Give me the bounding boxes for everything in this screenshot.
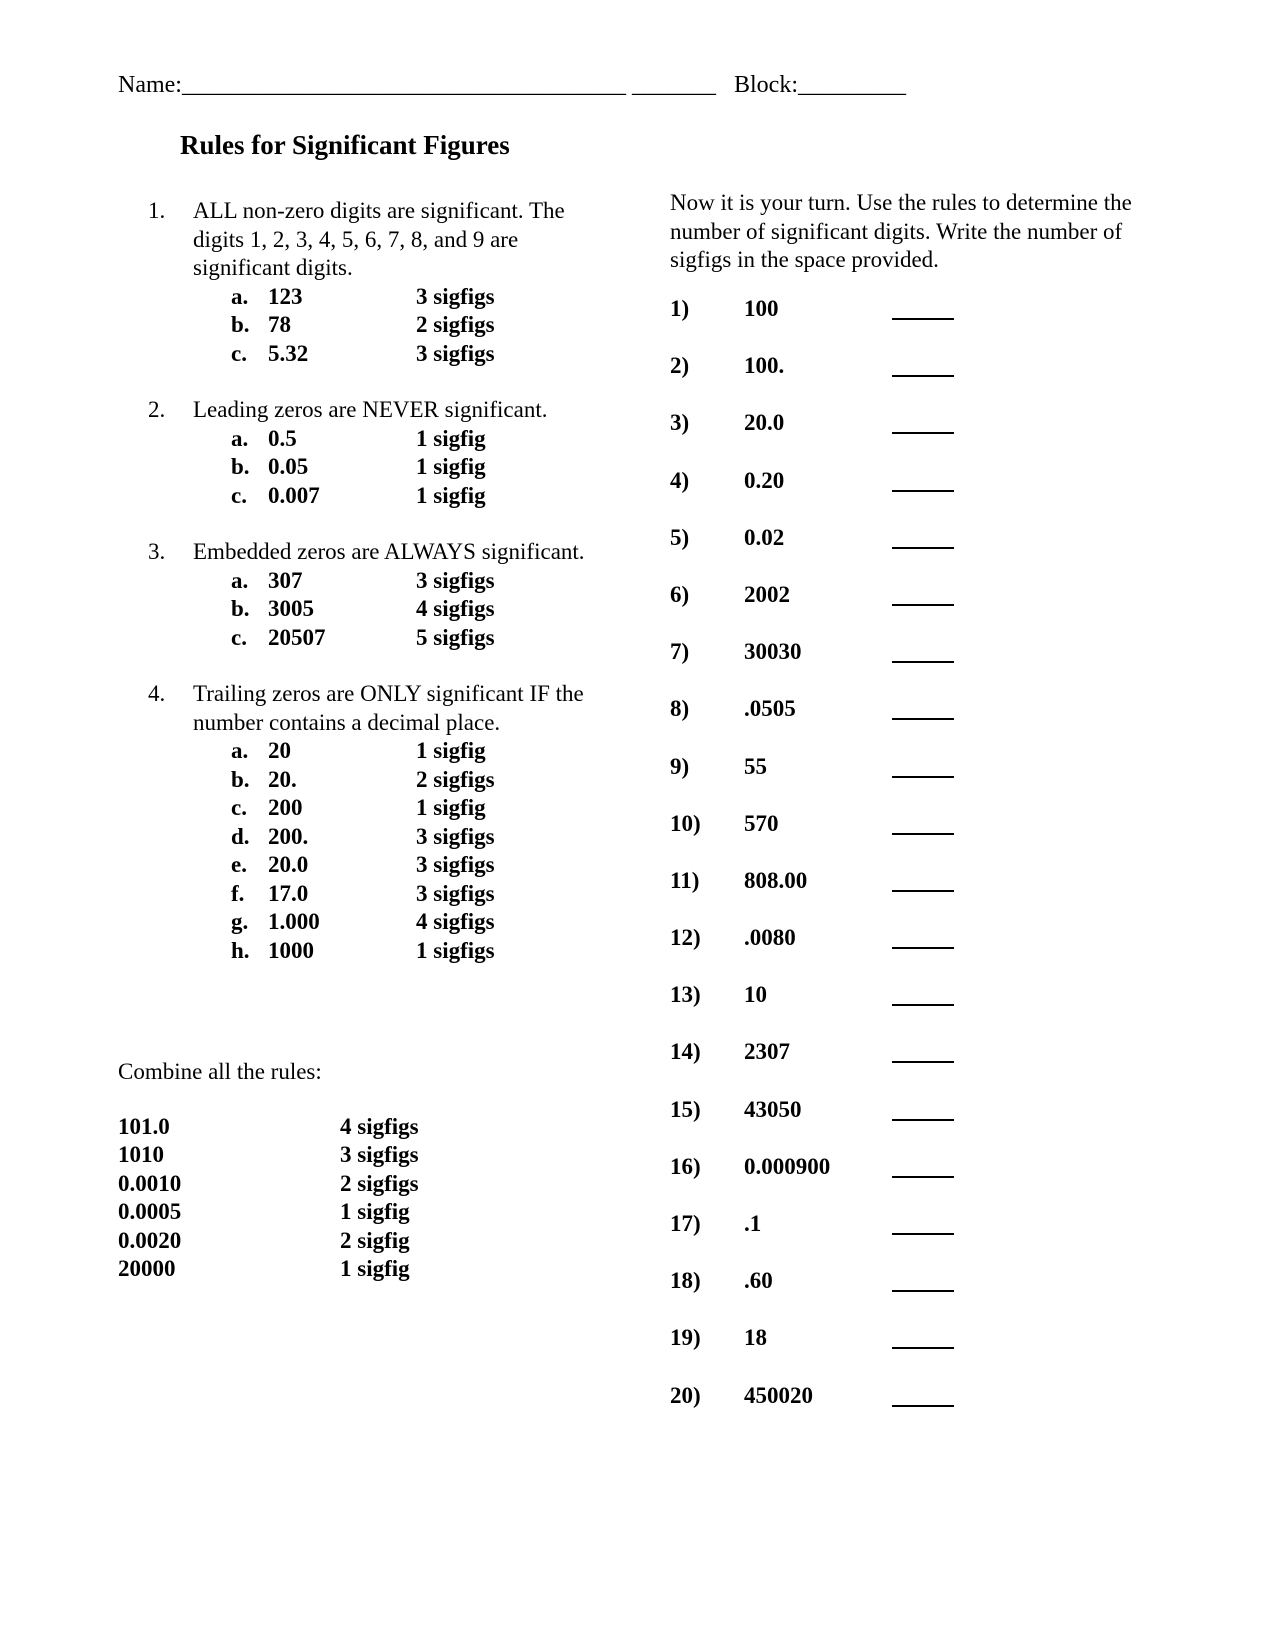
example-row [148, 766, 618, 795]
example-letter: b. [231, 312, 250, 337]
problem-number: 2) [670, 353, 690, 379]
combine-value: 0.0010 [118, 1170, 182, 1196]
problem-row [670, 1268, 1150, 1325]
rule-number: 3. [148, 539, 166, 564]
example-value: 200. [268, 823, 309, 849]
example-letter: c. [231, 340, 247, 366]
answer-blank[interactable] [892, 1119, 954, 1121]
rule-text: Embedded zeros are ALWAYS significant. [193, 539, 585, 564]
page-title: Rules for Significant Figures [180, 130, 510, 160]
example-row [148, 823, 618, 852]
example-letter: c. [231, 624, 247, 650]
combine-list [118, 1113, 618, 1284]
problem-row [670, 410, 1150, 467]
rule-item [148, 396, 618, 510]
problem-value: 100 [744, 296, 779, 321]
problem-number: 12) [670, 925, 701, 951]
answer-blank[interactable] [892, 947, 954, 949]
example-result: 2 sigfigs [416, 312, 495, 337]
example-value: 0.007 [268, 482, 320, 508]
problem-number: 20) [670, 1382, 701, 1408]
example-value: 20.0 [268, 852, 309, 877]
example-value: 1000 [268, 937, 314, 963]
problem-row [670, 353, 1150, 410]
rule-number: 4. [148, 681, 166, 706]
rule-item [148, 197, 618, 368]
problem-number: 16) [670, 1153, 701, 1179]
example-result: 1 sigfigs [416, 937, 495, 963]
example-letter: c. [231, 482, 247, 508]
problem-value: 20.0 [744, 410, 785, 436]
example-letter: b. [231, 454, 250, 479]
combine-value: 101.0 [118, 1113, 170, 1139]
example-row [148, 567, 618, 596]
problem-number: 19) [670, 1325, 701, 1351]
combine-value: 20000 [118, 1256, 176, 1281]
exercise-section [670, 189, 1170, 1408]
exercise-intro: Now it is your turn. Use the rules to determine the number of significant digits. Write the number of sigfigs in the space provided. [670, 190, 1132, 272]
problem-number: 9) [670, 753, 690, 779]
combine-row [118, 1227, 618, 1256]
problem-value: 2307 [744, 1039, 790, 1065]
problem-number: 3) [670, 410, 690, 436]
example-result: 5 sigfigs [416, 624, 495, 650]
rule-spacer [148, 368, 618, 396]
problem-value: 2002 [744, 581, 790, 607]
problem-value: 0.20 [744, 467, 785, 493]
problem-value: 18 [744, 1325, 767, 1351]
problem-value: 0.000900 [744, 1153, 831, 1179]
example-letter: f. [231, 880, 245, 906]
example-value: 5.32 [268, 340, 309, 366]
example-result: 3 sigfigs [416, 880, 495, 906]
example-letter: e. [231, 852, 247, 877]
combine-result: 3 sigfigs [340, 1142, 419, 1167]
problem-value: 55 [744, 753, 767, 779]
example-row [148, 908, 618, 937]
problem-list [670, 296, 1150, 1440]
answer-blank[interactable] [892, 604, 954, 606]
example-letter: d. [231, 823, 250, 849]
problem-value: 30030 [744, 639, 802, 665]
block-line: _________ [797, 72, 906, 98]
example-row [148, 311, 618, 340]
example-letter: h. [231, 937, 250, 963]
combine-row [118, 1198, 618, 1227]
problem-value: 100. [744, 353, 785, 379]
answer-blank[interactable] [892, 1061, 954, 1063]
example-row [148, 794, 618, 823]
example-result: 1 sigfig [416, 425, 486, 451]
problem-row [670, 1154, 1150, 1211]
answer-blank[interactable] [892, 547, 954, 549]
combine-result: 1 sigfig [340, 1256, 410, 1281]
example-result: 3 sigfigs [416, 340, 495, 366]
example-row [148, 482, 618, 511]
problem-row [670, 868, 1150, 925]
example-row [148, 453, 618, 482]
problem-row [670, 982, 1150, 1039]
problem-row [670, 1097, 1150, 1154]
rule-spacer [148, 652, 618, 680]
example-letter: a. [231, 283, 249, 309]
example-value: 20. [268, 766, 297, 792]
problem-number: 4) [670, 467, 690, 493]
problem-row [670, 525, 1150, 582]
example-row [148, 595, 618, 624]
answer-blank[interactable] [892, 1004, 954, 1006]
problem-value: .60 [744, 1268, 773, 1294]
combine-value: 1010 [118, 1142, 164, 1167]
example-row [148, 283, 618, 312]
rule-number: 1. [148, 198, 166, 223]
example-value: 0.05 [268, 454, 309, 479]
example-letter: c. [231, 795, 247, 820]
example-value: 3005 [268, 596, 314, 621]
example-value: 78 [268, 312, 291, 337]
example-letter: g. [231, 909, 249, 934]
problem-number: 10) [670, 810, 701, 836]
example-letter: a. [231, 425, 249, 451]
rule-item [148, 538, 618, 652]
example-value: 20507 [268, 624, 326, 650]
answer-blank[interactable] [892, 1405, 954, 1407]
example-result: 3 sigfigs [416, 567, 495, 593]
example-value: 17.0 [268, 880, 309, 906]
problem-value: 43050 [744, 1096, 802, 1122]
problem-number: 1) [670, 296, 690, 321]
rule-spacer [148, 510, 618, 538]
combine-row [118, 1170, 618, 1199]
example-row [148, 937, 618, 966]
answer-blank[interactable] [892, 432, 954, 434]
combine-row [118, 1113, 618, 1142]
answer-blank[interactable] [892, 661, 954, 663]
problem-row [670, 925, 1150, 982]
problem-number: 7) [670, 639, 690, 665]
answer-blank[interactable] [892, 890, 954, 892]
example-value: 1.000 [268, 909, 320, 934]
block-label: Block: [733, 72, 798, 98]
name-label: Name: [118, 72, 182, 98]
answer-blank[interactable] [892, 1233, 954, 1235]
example-result: 3 sigfigs [416, 283, 495, 309]
problem-row [670, 1383, 1150, 1440]
problem-number: 13) [670, 982, 701, 1008]
combine-row [118, 1255, 618, 1284]
problem-number: 15) [670, 1096, 701, 1122]
example-row [148, 737, 618, 766]
problem-row [670, 1039, 1150, 1096]
problem-number: 6) [670, 581, 690, 607]
example-result: 1 sigfig [416, 738, 486, 763]
problem-number: 18) [670, 1268, 701, 1294]
example-value: 20 [268, 738, 291, 763]
answer-blank[interactable] [892, 1347, 954, 1349]
combine-row [118, 1141, 618, 1170]
example-result: 3 sigfigs [416, 852, 495, 877]
problem-value: 808.00 [744, 867, 808, 893]
example-letter: b. [231, 766, 250, 792]
answer-blank[interactable] [892, 318, 954, 320]
combine-section [118, 1058, 618, 1284]
problem-value: 570 [744, 810, 779, 836]
problem-row [670, 1325, 1150, 1382]
problem-row [670, 1211, 1150, 1268]
example-letter: a. [231, 567, 249, 593]
answer-blank[interactable] [892, 490, 954, 492]
example-value: 123 [268, 283, 303, 309]
combine-value: 0.0020 [118, 1227, 182, 1253]
rule-text: Trailing zeros are ONLY significant IF the number contains a decimal place. [193, 681, 584, 735]
example-row [148, 880, 618, 909]
combine-heading: Combine all the rules: [118, 1059, 322, 1084]
rule-item [148, 680, 618, 965]
problem-number: 17) [670, 1211, 701, 1236]
combine-value: 0.0005 [118, 1199, 182, 1224]
problem-value: 0.02 [744, 524, 785, 550]
name-line: _____________________________________ _______ [181, 72, 716, 98]
example-row [148, 851, 618, 880]
example-result: 1 sigfig [416, 482, 486, 508]
problem-row [670, 296, 1150, 353]
rule-number: 2. [148, 397, 166, 422]
problem-row [670, 582, 1150, 639]
answer-blank[interactable] [892, 1290, 954, 1292]
problem-value: 450020 [744, 1382, 813, 1408]
example-row [148, 340, 618, 369]
problem-row [670, 696, 1150, 753]
example-value: 200 [268, 795, 303, 820]
example-result: 3 sigfigs [416, 823, 495, 849]
example-row [148, 425, 618, 454]
problem-value: .0505 [744, 696, 796, 722]
answer-blank[interactable] [892, 718, 954, 720]
rules-section [148, 197, 618, 965]
answer-blank[interactable] [892, 1176, 954, 1178]
combine-result: 1 sigfig [340, 1199, 410, 1224]
problem-row [670, 754, 1150, 811]
example-row [148, 624, 618, 653]
problem-value: .1 [744, 1211, 762, 1236]
example-letter: a. [231, 738, 249, 763]
answer-blank[interactable] [892, 833, 954, 835]
rule-text: Leading zeros are NEVER significant. [193, 397, 548, 422]
example-result: 1 sigfig [416, 454, 486, 479]
problem-number: 8) [670, 696, 690, 722]
rule-text: ALL non-zero digits are significant. The digits 1, 2, 3, 4, 5, 6, 7, 8, and 9 are significant digits. [193, 198, 565, 280]
problem-row [670, 639, 1150, 696]
example-value: 0.5 [268, 425, 297, 451]
answer-blank[interactable] [892, 776, 954, 778]
combine-result: 2 sigfig [340, 1227, 410, 1253]
problem-number: 5) [670, 524, 690, 550]
combine-result: 4 sigfigs [340, 1113, 419, 1139]
example-result: 4 sigfigs [416, 596, 495, 621]
problem-value: .0080 [744, 925, 796, 951]
problem-row [670, 811, 1150, 868]
problem-number: 11) [670, 867, 700, 893]
problem-value: 10 [744, 982, 767, 1008]
problem-number: 14) [670, 1039, 701, 1065]
answer-blank[interactable] [892, 375, 954, 377]
example-result: 4 sigfigs [416, 909, 495, 934]
example-value: 307 [268, 567, 303, 593]
problem-row [670, 468, 1150, 525]
header-line [118, 72, 906, 99]
example-result: 1 sigfig [416, 795, 486, 820]
combine-result: 2 sigfigs [340, 1170, 419, 1196]
example-result: 2 sigfigs [416, 766, 495, 792]
example-letter: b. [231, 596, 250, 621]
